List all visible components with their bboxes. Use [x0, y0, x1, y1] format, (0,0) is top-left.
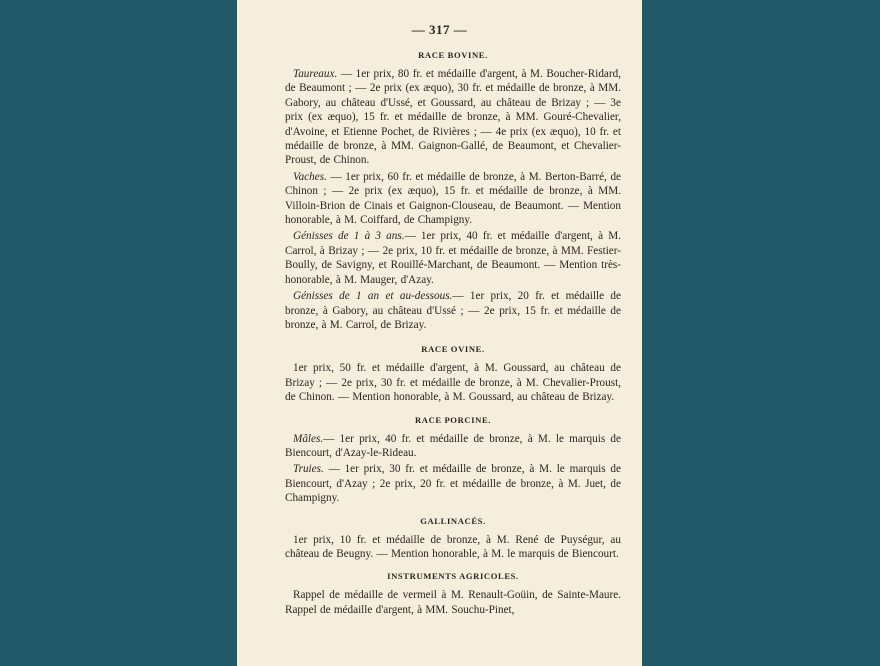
- paragraph-males: [285, 432, 621, 461]
- lead-taureaux: Taureaux.: [293, 68, 338, 80]
- lead-vaches: Vaches.: [293, 170, 327, 183]
- paragraph-instruments: Rappel de médaille de vermeil à M. Renault-Goüin, de Sainte-Maure. Rappel de médaille d'argent, à MM. Souchu-Pinet,: [285, 589, 621, 616]
- heading-instruments-agricoles: INSTRUMENTS AGRICOLES.: [387, 571, 519, 582]
- paragraph-genisses-1-3: [285, 229, 621, 287]
- heading-race-bovine: RACE BOVINE.: [418, 50, 488, 60]
- text-taureaux: — 1er prix, 80 fr. et médaille d'argent, à M. Boucher-Ridard, de Beaumont ; — 2e prix (ex æquo), 30 fr. et médaille de bronze, à MM. Gabory, au château d'Ussé, et Goussard, au château de Brizay ; — 3e prix (ex æquo), 15 fr. et médaille de bronze, à MM. Gouré-Chevalier, d'Avoine, et Etienne Pochet, de Rivières ; — 4e prix (ex æquo), 10 fr. et médaille de bronze, à MM. Gaignon-Gallé, de Beaumont, et Chevalier-Proust, de Chinon.: [285, 68, 621, 167]
- paragraph-vaches: [285, 170, 621, 228]
- text-genisses-1-3: — 1er prix, 40 fr. et médaille d'argent, à M. Carrol, à Brizay ; — 2e prix, 10 fr. et médaille de bronze, à MM. Festier-Boully, de Savigny, et Rouillé-Marchant, de Beaumont. — Mention très-honorable, à M. Mauger, d'Azay.: [285, 230, 621, 286]
- paragraph-truies: [285, 462, 621, 505]
- heading-race-ovine: RACE OVINE.: [421, 344, 485, 355]
- page-text: [285, 50, 621, 619]
- text-genisses-1an: — 1er prix, 20 fr. et médaille de bronze, à Gabory, au château d'Ussé ; — 2e prix, 15 fr. et médaille de bronze, à M. Carrol, de Brizay.: [285, 290, 621, 331]
- lead-genisses-1an: Génisses de 1 an et au-dessous.: [293, 290, 453, 303]
- page-number: — 317 —: [411, 22, 468, 37]
- paragraph-taureaux: [285, 67, 621, 168]
- paragraph-gallinaces: 1er prix, 10 fr. et médaille de bronze, à M. René de Puységur, au château de Beugny. — Mention honorable, à M. le marquis de Biencourt.: [285, 533, 621, 560]
- lead-genisses-1-3: Génisses de 1 à 3 ans.: [293, 230, 405, 243]
- lead-truies: Truies.: [293, 463, 324, 476]
- text-truies: — 1er prix, 30 fr. et médaille de bronze, à M. le marquis de Biencourt, d'Azay ; 2e prix, 20 fr. et médaille de bronze, à M. Juet, de Champigny.: [285, 463, 621, 505]
- text-males: — 1er prix, 40 fr. et médaille de bronze, à M. le marquis de Biencourt, d'Azay-le-Rideau.: [285, 432, 621, 459]
- paragraph-genisses-1an: [285, 289, 621, 332]
- paragraph-ovine: 1er prix, 50 fr. et médaille d'argent, à M. Goussard, au château de Brizay ; — 2e prix, 30 fr. et médaille de bronze, à M. Chevalier-Proust, de Chinon. — Mention honorable, à M. Goussard, au château de Brizay.: [285, 362, 621, 404]
- heading-gallinaces: GALLINACÉS.: [420, 515, 486, 526]
- heading-race-porcine: RACE PORCINE.: [414, 414, 492, 425]
- book-page: [237, 0, 642, 666]
- lead-males: Mâles.: [293, 432, 324, 445]
- text-vaches: — 1er prix, 60 fr. et médaille de bronze, à M. Berton-Barré, de Chinon ; — 2e prix (ex æquo), 15 fr. et médaille de bronze, à MM. Villoin-Brion de Cinais et Gaignon-Clouseau, de Beaumont. — Mention honorable, à M. Coiffard, de Champigny.: [285, 170, 621, 227]
